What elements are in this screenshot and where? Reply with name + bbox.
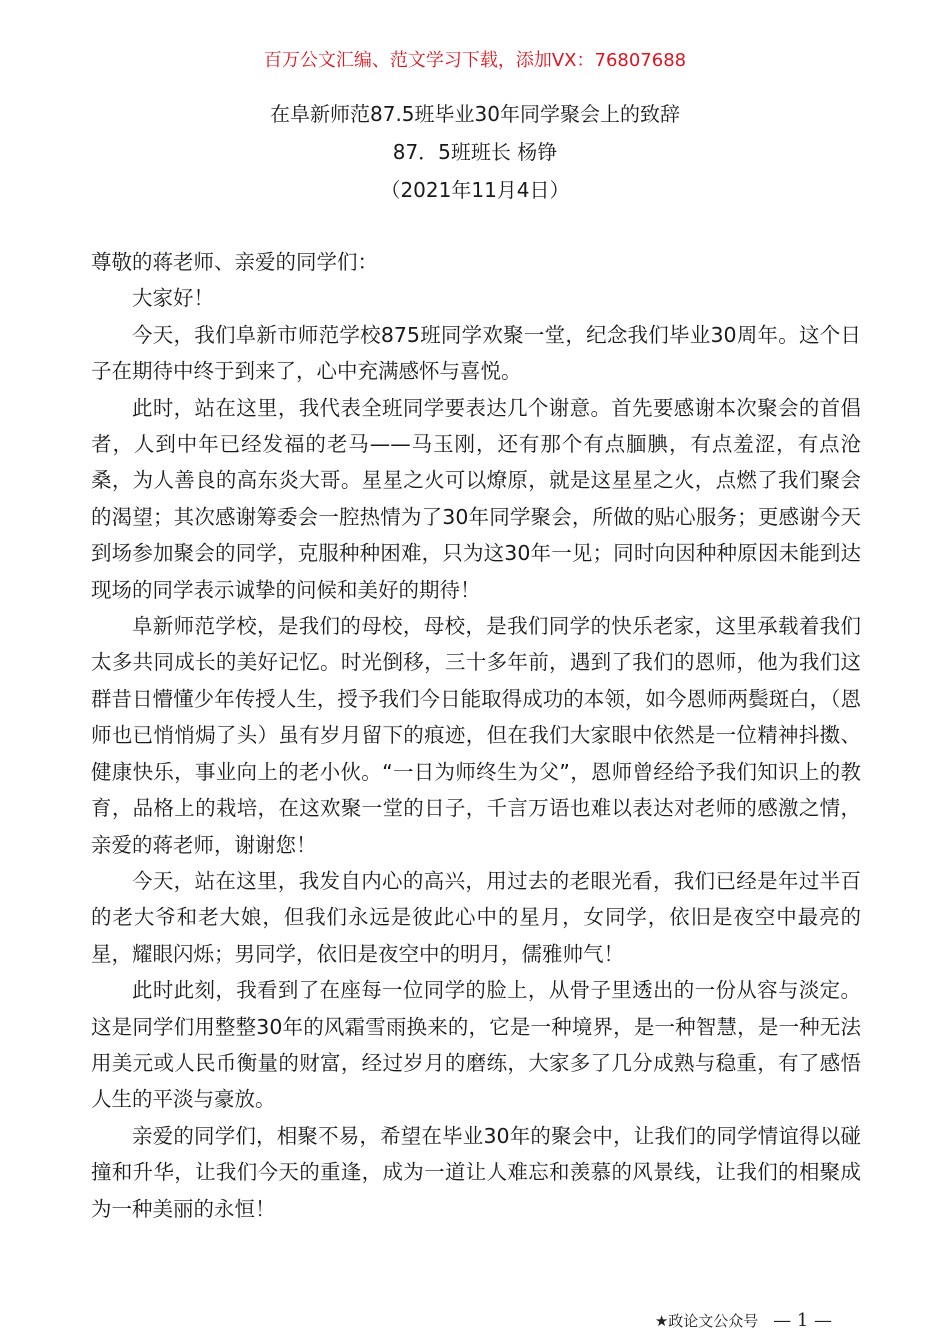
speech-body bbox=[91, 244, 861, 1227]
speech-date: （2021年11月4日） bbox=[380, 178, 570, 202]
page-number: — 1 — bbox=[773, 1310, 832, 1331]
download-banner: 百万公文汇编、范文学习下载，添加VX：76807688 bbox=[263, 50, 687, 71]
paragraph: 今天，站在这里，我发自内心的高兴，用过去的老眼光看，我们已经是年过半百的老大爷和老大娘，但我们永远是彼此心中的星月，女同学，依旧是夜空中最亮的星，耀眼闪烁；男同学，依旧是夜空中的明月，儒雅帅气！ bbox=[91, 868, 861, 966]
footer-source: ★政论文公众号 bbox=[654, 1312, 759, 1330]
paragraph: 此时此刻，我看到了在座每一位同学的脸上，从骨子里透出的一份从容与淡定。这是同学们用整整30年的风霜雪雨换来的，它是一种境界，是一种智慧，是一种无法用美元或人民币衡量的财富，经过岁月的磨练，大家多了几分成熟与稳重，有了感悟人生的平淡与豪放。 bbox=[91, 978, 861, 1112]
speech-title: 在阜新师范87.5班毕业30年同学聚会上的致辞 bbox=[270, 102, 680, 126]
speech-author: 87．5班班长 杨铮 bbox=[392, 140, 558, 164]
paragraph: 阜新师范学校，是我们的母校，母校，是我们同学的快乐老家，这里承载着我们太多共同成长的美好记忆。时光倒移，三十多年前，遇到了我们的恩师，他为我们这群昔日懵懂少年传授人生，授予我们今日能取得成功的本领，如今恩师两鬓斑白，（恩师也已悄悄焗了头）虽有岁月留下的痕迹，但在我们大家眼中依然是一位精神抖擞、健康快乐，事业向上的老小伙。“一日为师终生为父”，恩师曾经给予我们知识上的教育，品格上的栽培，在这欢聚一堂的日子，千言万语也难以表达对老师的感激之情，亲爱的蒋老师，谢谢您！ bbox=[91, 614, 861, 857]
salutation: 尊敬的蒋老师、亲爱的同学们： bbox=[91, 250, 378, 274]
paragraph: 今天，我们阜新市师范学校875班同学欢聚一堂，纪念我们毕业30周年。这个日子在期待中终于到来了，心中充满感怀与喜悦。 bbox=[91, 322, 861, 384]
page-footer bbox=[655, 1310, 832, 1331]
paragraph: 大家好！ bbox=[132, 286, 214, 311]
paragraph: 亲爱的同学们，相聚不易，希望在毕业30年的聚会中，让我们的同学情谊得以碰撞和升华，让我们今天的重逢，成为一道让人难忘和羡慕的风景线，让我们的相聚成为一种美丽的永恒！ bbox=[91, 1123, 861, 1221]
paragraph: 此时，站在这里，我代表全班同学要表达几个谢意。首先要感谢本次聚会的首倡者，人到中年已经发福的老马——马玉刚，还有那个有点腼腆，有点羞涩，有点沧桑，为人善良的高东炎大哥。星星之火可以燎原，就是这星星之火，点燃了我们聚会的渴望；其次感谢筹委会一腔热情为了30年同学聚会，所做的贴心服务；更感谢今天到场参加聚会的同学，克服种种困难，只为这30年一见；同时向因种种原因未能到达现场的同学表示诚挚的问候和美好的期待！ bbox=[91, 395, 861, 602]
